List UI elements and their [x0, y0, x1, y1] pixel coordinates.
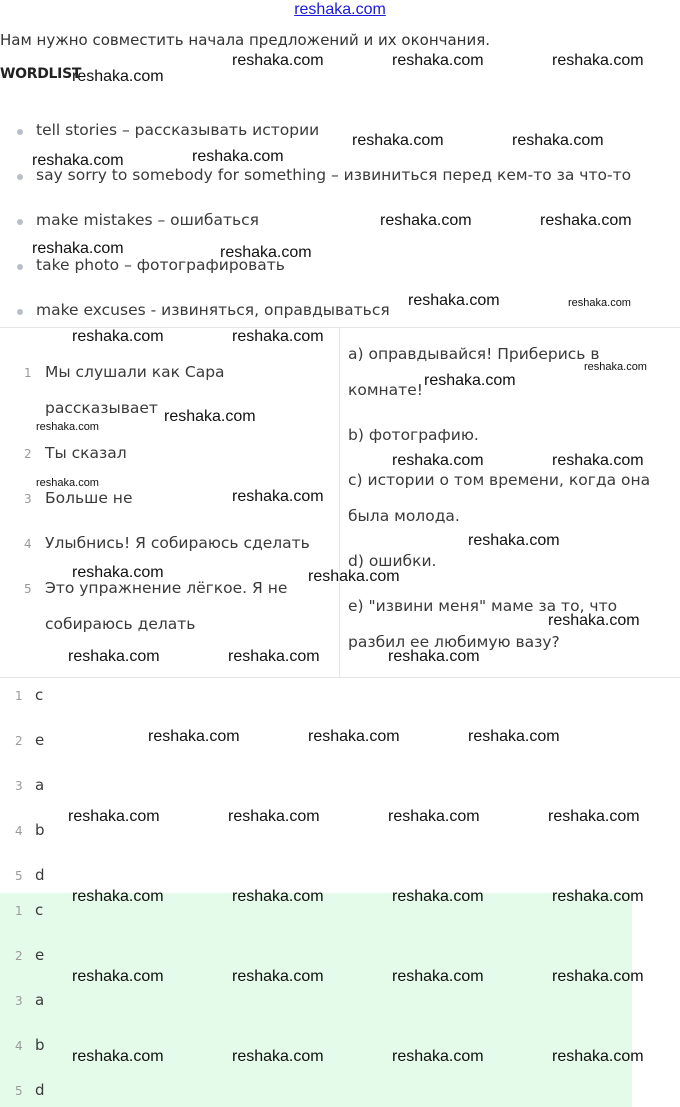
watermark: reshaka.com	[380, 212, 472, 229]
answer-letter: c	[35, 686, 44, 704]
watermark: reshaka.com	[68, 808, 160, 825]
watermark: reshaka.com	[72, 564, 164, 581]
sentence-ending: была молода.	[348, 507, 460, 525]
sentence-number: 5	[24, 582, 32, 596]
watermark: reshaka.com	[32, 240, 124, 257]
watermark: reshaka.com	[392, 52, 484, 69]
watermark: reshaka.com	[220, 244, 312, 261]
watermark: reshaka.com	[424, 372, 516, 389]
sentence-number: 1	[24, 366, 32, 380]
wordlist-item-text: make mistakes – ошибаться	[36, 211, 259, 229]
watermark: reshaka.com	[232, 888, 324, 905]
watermark: reshaka.com	[72, 1048, 164, 1065]
sentence-ending: а) оправдывайся! Приберись в	[348, 345, 600, 363]
wordlist-title: WORDLIST	[0, 66, 82, 82]
watermark: reshaka.com	[388, 808, 480, 825]
site-link[interactable]: reshaka.com	[294, 1, 386, 18]
bullet-icon	[17, 129, 23, 135]
sentence-start: рассказывает	[45, 399, 158, 417]
watermark: reshaka.com	[568, 297, 631, 309]
watermark: reshaka.com	[308, 728, 400, 745]
sentence-number: 4	[24, 537, 32, 551]
sentence-start: Улыбнись! Я собираюсь сделать	[45, 534, 310, 552]
watermark: reshaka.com	[392, 452, 484, 469]
watermark: reshaka.com	[388, 648, 480, 665]
sentence-number: 2	[24, 447, 32, 461]
sentence-ending: d) ошибки.	[348, 552, 437, 570]
watermark: reshaka.com	[552, 968, 644, 985]
watermark: reshaka.com	[148, 728, 240, 745]
answer-number: 4	[15, 824, 23, 838]
watermark: reshaka.com	[228, 648, 320, 665]
answer-number: 4	[15, 1039, 23, 1053]
answer-letter: e	[35, 946, 45, 964]
watermark: reshaka.com	[548, 612, 640, 629]
table-divider	[339, 328, 340, 677]
watermark: reshaka.com	[72, 328, 164, 345]
watermark: reshaka.com	[352, 132, 444, 149]
sentence-ending: разбил ее любимую вазу?	[348, 633, 560, 651]
watermark: reshaka.com	[552, 888, 644, 905]
answer-highlight	[0, 893, 632, 1107]
answer-number: 2	[15, 734, 23, 748]
watermark: reshaka.com	[392, 1048, 484, 1065]
watermark: reshaka.com	[36, 477, 99, 489]
watermark: reshaka.com	[232, 968, 324, 985]
answer-letter: e	[35, 731, 45, 749]
wordlist-item-text: take photo – фотографировать	[36, 256, 285, 274]
watermark: reshaka.com	[72, 68, 164, 85]
answer-letter: d	[35, 866, 45, 884]
watermark: reshaka.com	[36, 421, 99, 433]
answer-letter: a	[35, 776, 45, 794]
watermark: reshaka.com	[228, 808, 320, 825]
answer-letter: a	[35, 991, 45, 1009]
watermark: reshaka.com	[232, 328, 324, 345]
sentence-start: Больше не	[45, 489, 133, 507]
watermark: reshaka.com	[468, 532, 560, 549]
answer-letter: b	[35, 821, 45, 839]
sentence-start: Ты сказал	[45, 444, 127, 462]
bullet-icon	[17, 219, 23, 225]
intro-text: Нам нужно совместить начала предложений и их окончания.	[0, 31, 491, 49]
bullet-icon	[17, 174, 23, 180]
watermark: reshaka.com	[164, 408, 256, 425]
answer-letter: d	[35, 1081, 45, 1099]
watermark: reshaka.com	[540, 212, 632, 229]
answer-number: 5	[15, 869, 23, 883]
watermark: reshaka.com	[232, 488, 324, 505]
bullet-icon	[17, 309, 23, 315]
watermark: reshaka.com	[32, 152, 124, 169]
wordlist-item-text: tell stories – рассказывать истории	[36, 121, 320, 139]
watermark: reshaka.com	[72, 888, 164, 905]
sentence-ending: b) фотографию.	[348, 426, 479, 444]
sentence-number: 3	[24, 492, 32, 506]
watermark: reshaka.com	[232, 1048, 324, 1065]
watermark: reshaka.com	[192, 148, 284, 165]
wordlist-item-text: say sorry to somebody for something – извиниться перед кем-то за что-то	[36, 166, 632, 184]
watermark: reshaka.com	[512, 132, 604, 149]
sentence-start: собираюсь делать	[45, 615, 196, 633]
answer-number: 3	[15, 994, 23, 1008]
watermark: reshaka.com	[392, 968, 484, 985]
answer-letter: b	[35, 1036, 45, 1054]
watermark: reshaka.com	[408, 292, 500, 309]
watermark: reshaka.com	[232, 52, 324, 69]
watermark: reshaka.com	[548, 808, 640, 825]
watermark: reshaka.com	[552, 1048, 644, 1065]
wordlist-item-text: make excuses - извиняться, оправдываться	[36, 301, 390, 319]
watermark: reshaka.com	[68, 648, 160, 665]
watermark: reshaka.com	[552, 52, 644, 69]
sentence-ending: е) "извини меня" маме за то, что	[348, 597, 618, 615]
sentence-ending: комнате!	[348, 381, 423, 399]
sentence-start: Это упражнение лёгкое. Я не	[45, 579, 288, 597]
answer-number: 5	[15, 1084, 23, 1098]
bullet-icon	[17, 264, 23, 270]
answer-number: 3	[15, 779, 23, 793]
answer-number: 2	[15, 949, 23, 963]
sentence-start: Мы слушали как Сара	[45, 363, 225, 381]
watermark: reshaka.com	[552, 452, 644, 469]
watermark: reshaka.com	[468, 728, 560, 745]
watermark: reshaka.com	[308, 568, 400, 585]
answer-number: 1	[15, 689, 23, 703]
sentence-ending: с) истории о том времени, когда она	[348, 471, 651, 489]
watermark: reshaka.com	[392, 888, 484, 905]
watermark: reshaka.com	[584, 361, 647, 373]
answer-letter: c	[35, 901, 44, 919]
answer-number: 1	[15, 904, 23, 918]
watermark: reshaka.com	[72, 968, 164, 985]
